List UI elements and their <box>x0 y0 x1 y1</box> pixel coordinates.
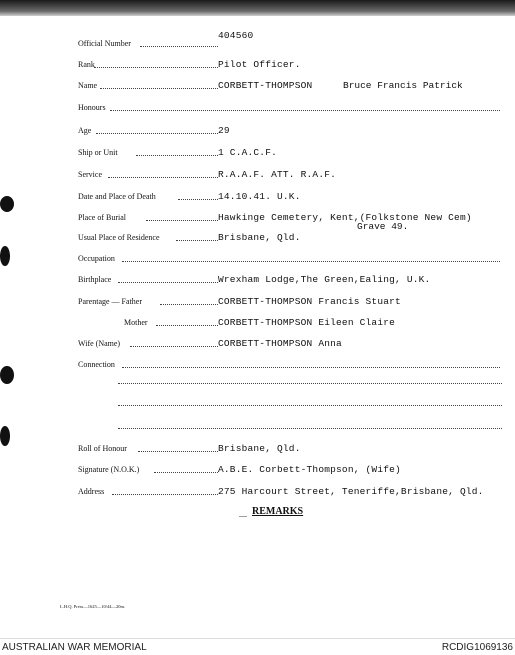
field-value: Wrexham Lodge,The Green,Ealing, U.K. <box>218 274 431 285</box>
dotted-line <box>138 451 218 452</box>
dotted-line <box>140 46 218 47</box>
dotted-line <box>122 367 500 368</box>
dotted-line <box>122 261 500 262</box>
field-value: R.A.A.F. ATT. R.A.F. <box>218 169 337 180</box>
field-value: 275 Harcourt Street, Teneriffe,Brisbane, Qld. <box>218 486 484 497</box>
field-value: Hawkinge Cemetery, Kent,(Folkstone New Cem) <box>218 212 472 223</box>
field-label: Wife (Name) <box>78 339 121 348</box>
dotted-line <box>176 240 218 241</box>
field-value: 1 C.A.C.F. <box>218 147 278 158</box>
field-official-number <box>0 30 515 50</box>
print-note: L.H.Q. Press—1625—10/44—20m. <box>60 604 126 609</box>
field-label: Connection <box>78 360 115 369</box>
record-id: RCDIG1069136 <box>441 642 513 653</box>
dotted-line <box>160 304 218 305</box>
field-ship-unit <box>0 143 515 159</box>
field-date-place-death <box>0 187 515 203</box>
field-occupation <box>0 249 515 265</box>
field-label: Honours <box>78 103 106 112</box>
field-value: 14.10.41. U.K. <box>218 191 301 202</box>
field-label: Official Number <box>78 39 131 48</box>
dotted-line <box>96 133 218 134</box>
field-label: Date and Place of Death <box>78 192 156 201</box>
dotted-line <box>94 67 218 68</box>
dotted-line <box>118 282 218 283</box>
field-value: CORBETT-THOMPSON Francis Stuart <box>218 296 401 307</box>
field-value: Brisbane, Qld. <box>218 232 301 243</box>
field-label: Address <box>78 487 105 496</box>
field-label: Age <box>78 126 92 135</box>
field-birthplace <box>0 270 515 286</box>
connection-line <box>118 428 502 429</box>
field-value: CORBETT-THOMPSON Anna <box>218 338 342 349</box>
field-value: 404560 <box>218 30 254 41</box>
field-label: Rank <box>78 60 95 69</box>
field-honours <box>0 98 515 114</box>
field-mother <box>0 313 515 329</box>
dotted-line <box>146 220 218 221</box>
field-label: Usual Place of Residence <box>78 233 160 242</box>
dotted-line <box>100 88 218 89</box>
scan-top-edge <box>0 0 515 16</box>
field-value: Pilot Officer. <box>218 59 301 70</box>
connection-line <box>118 405 502 406</box>
given-names-value: Bruce Francis Patrick <box>343 80 463 91</box>
field-rank <box>0 55 515 71</box>
dotted-line <box>108 177 218 178</box>
field-label: Place of Burial <box>78 213 126 222</box>
surname-value: CORBETT-THOMPSON <box>218 80 313 91</box>
field-connection <box>0 355 515 371</box>
field-roll-of-honour <box>0 439 515 455</box>
field-address <box>0 482 515 498</box>
field-label: Occupation <box>78 254 115 263</box>
field-service <box>0 165 515 181</box>
field-wife <box>0 334 515 350</box>
field-father <box>0 292 515 308</box>
dotted-line <box>136 155 218 156</box>
connection-line <box>118 383 502 384</box>
field-label: Signature (N.O.K.) <box>78 465 140 474</box>
field-value: CORBETT-THOMPSON Eileen Claire <box>218 317 396 328</box>
field-label: Birthplace <box>78 275 112 284</box>
remarks-heading: REMARKS <box>252 506 304 517</box>
grave-value: Grave 49. <box>357 221 409 232</box>
field-burial <box>0 208 515 232</box>
field-label: Parentage — Father <box>78 297 142 306</box>
archive-footer <box>0 638 515 655</box>
field-name <box>0 76 515 92</box>
archive-name: AUSTRALIAN WAR MEMORIAL <box>2 642 147 653</box>
field-label: Name <box>78 81 98 90</box>
dotted-line <box>154 472 218 473</box>
field-value: Brisbane, Qld. <box>218 443 301 454</box>
dotted-line <box>130 346 218 347</box>
field-label: Ship or Unit <box>78 148 118 157</box>
dotted-line <box>178 199 218 200</box>
field-age <box>0 121 515 137</box>
field-value: A.B.E. Corbett-Thompson, (Wife) <box>218 464 401 475</box>
field-label: Mother <box>124 318 148 327</box>
divider-dash: — <box>239 511 247 520</box>
field-label: Service <box>78 170 102 179</box>
dotted-line <box>112 494 218 495</box>
field-residence <box>0 228 515 244</box>
dotted-line <box>156 325 218 326</box>
field-value: 29 <box>218 125 230 136</box>
dotted-line <box>110 110 500 111</box>
field-signature <box>0 460 515 476</box>
field-label: Roll of Honour <box>78 444 127 453</box>
